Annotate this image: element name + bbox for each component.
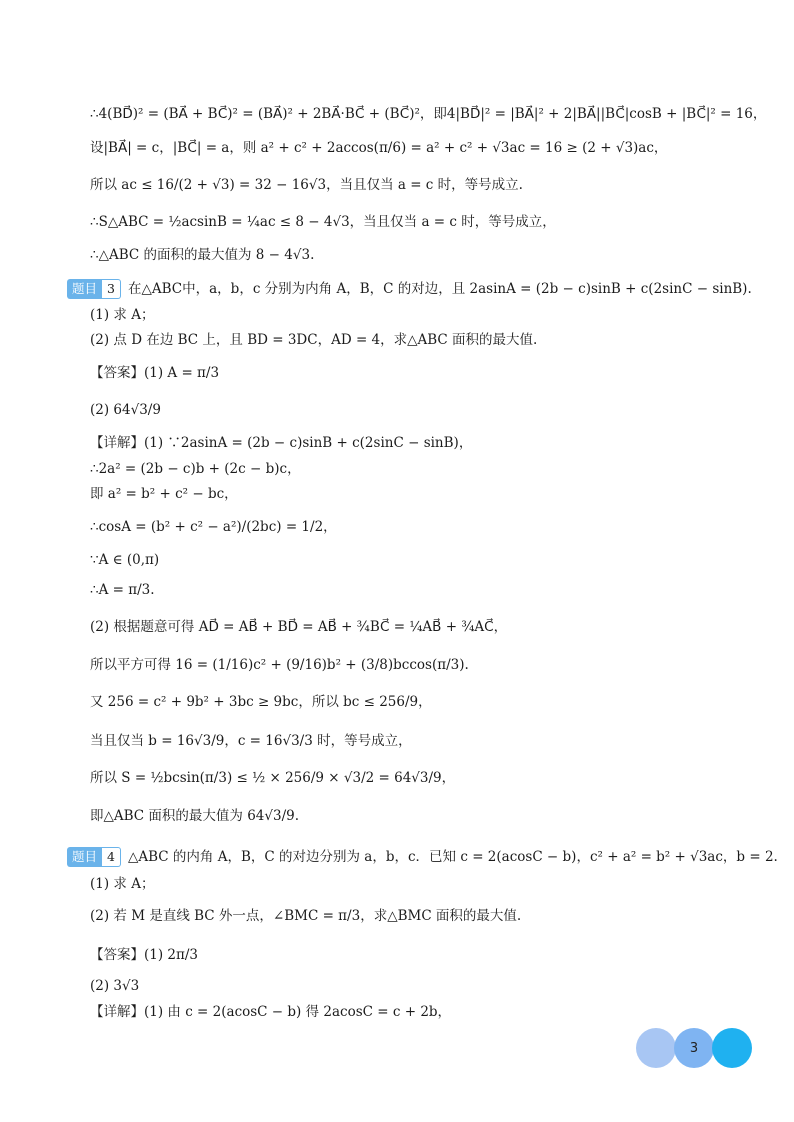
- q3-detail-11: 所以 S = ½bcsin(π/3) ≤ ½ × 256/9 × √3/2 = 64√3/9，: [90, 770, 456, 786]
- q3-detail-1: 【详解】(1) ∵2asinA = (2b − c)sinB + c(2sinC − sinB)，: [90, 435, 473, 451]
- question-label: 题目: [67, 847, 102, 867]
- badge-circle-right: [712, 1028, 752, 1068]
- question-4-tag: [67, 847, 121, 867]
- question-4-stem: △ABC 的内角 A，B，C 的对边分别为 a，b，c．已知 c = 2(acosC − b)，c² + a² = b² + √3ac，b = 2.: [128, 849, 778, 865]
- prev-line-4: ∴S△ABC = ½acsinB = ¼ac ≤ 8 − 4√3，当且仅当 a = c 时，等号成立，: [90, 214, 556, 230]
- q3-answer-1: 【答案】(1) A = π/3: [90, 365, 220, 381]
- question-3-tag: [67, 279, 121, 299]
- prev-line-2: 设|BA⃗| = c，|BC⃗| = a，则 a² + c² + 2accos(π/6) = a² + c² + √3ac = 16 ≥ (2 + √3)ac，: [90, 140, 668, 156]
- page-number-badge: [636, 1028, 754, 1068]
- q3-detail-9: 又 256 = c² + 9b² + 3bc ≥ 9bc，所以 bc ≤ 256/9，: [90, 694, 432, 710]
- q4-detail-1: 【详解】(1) 由 c = 2(acosC − b) 得 2acosC = c + 2b，: [90, 1004, 452, 1020]
- q3-detail-2: ∴2a² = (2b − c)b + (2c − b)c，: [90, 461, 301, 477]
- question-number: 3: [102, 279, 121, 299]
- q3-detail-12: 即△ABC 面积的最大值为 64√3/9.: [90, 808, 300, 824]
- page-number: 3: [674, 1028, 714, 1068]
- q3-detail-3: 即 a² = b² + c² − bc，: [90, 486, 238, 502]
- q4-answer-1: 【答案】(1) 2π/3: [90, 947, 199, 963]
- q3-part-2: (2) 点 D 在边 BC 上，且 BD = 3DC，AD = 4，求△ABC 面积的最大值.: [90, 332, 538, 348]
- prev-line-3: 所以 ac ≤ 16/(2 + √3) = 32 − 16√3，当且仅当 a = c 时，等号成立.: [90, 177, 523, 193]
- q4-answer-2: (2) 3√3: [90, 978, 140, 994]
- q3-part-1: (1) 求 A；: [90, 307, 155, 323]
- q4-part-1: (1) 求 A；: [90, 876, 155, 892]
- q4-part-2: (2) 若 M 是直线 BC 外一点，∠BMC = π/3，求△BMC 面积的最大值.: [90, 908, 522, 924]
- q3-detail-7: (2) 根据题意可得 AD⃗ = AB⃗ + BD⃗ = AB⃗ + ¾BC⃗ = ¼AB⃗ + ¾AC⃗，: [90, 619, 508, 635]
- prev-line-5: ∴△ABC 的面积的最大值为 8 − 4√3.: [90, 247, 315, 263]
- q3-detail-10: 当且仅当 b = 16√3/9，c = 16√3/3 时，等号成立，: [90, 733, 412, 749]
- q3-detail-4: ∴cosA = (b² + c² − a²)/(2bc) = 1/2，: [90, 519, 337, 535]
- q3-detail-8: 所以平方可得 16 = (1/16)c² + (9/16)b² + (3/8)bccos(π/3).: [90, 657, 469, 673]
- question-label: 题目: [67, 279, 102, 299]
- question-3-stem: 在△ABC中，a，b，c 分别为内角 A，B，C 的对边，且 2asinA = (2b − c)sinB + c(2sinC − sinB).: [128, 281, 752, 297]
- question-number: 4: [102, 847, 121, 867]
- badge-circle-left: [636, 1028, 676, 1068]
- q3-answer-2: (2) 64√3/9: [90, 402, 161, 418]
- prev-line-1: ∴4(BD⃗)² = (BA⃗ + BC⃗)² = (BA⃗)² + 2BA⃗·BC⃗ + (BC⃗)²，即4|BD⃗|² = |BA⃗|² + 2|BA⃗||BC⃗|cosB + |BC⃗|² = 16，: [90, 106, 767, 122]
- q3-detail-5: ∵A ∈ (0,π): [90, 552, 160, 568]
- q3-detail-6: ∴A = π/3.: [90, 582, 155, 598]
